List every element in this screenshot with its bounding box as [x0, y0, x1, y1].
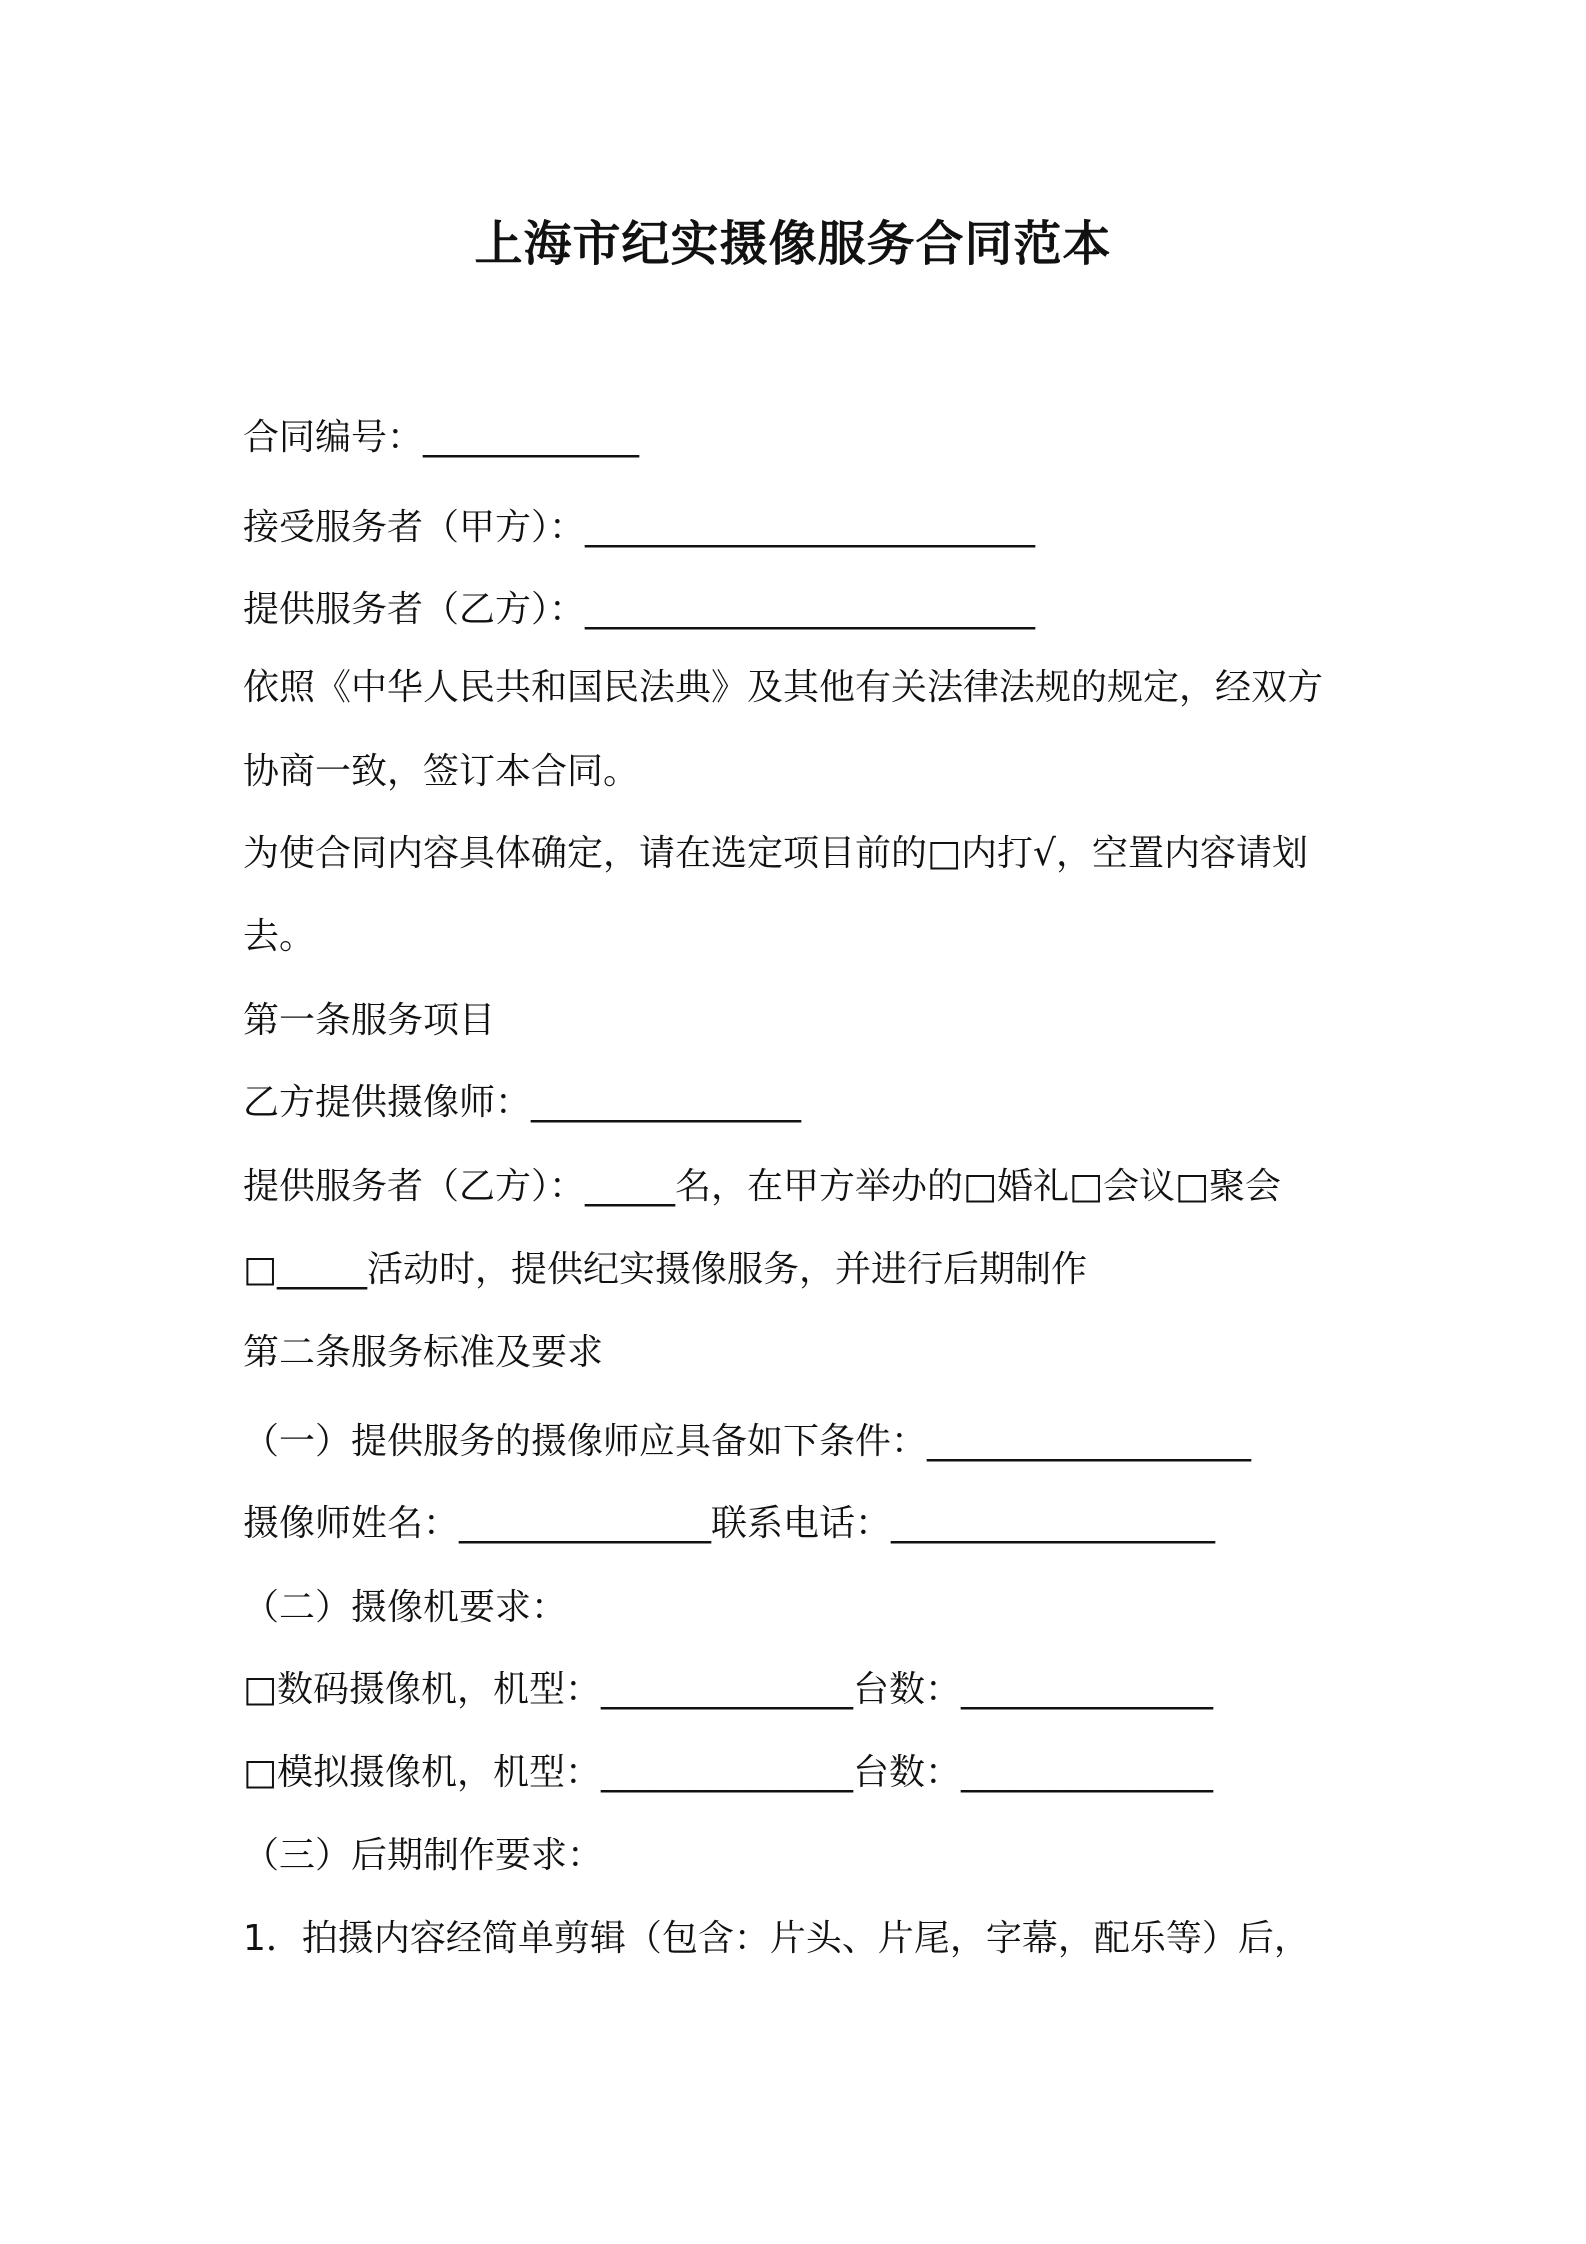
preamble-line-1: 依照《中华人民共和国民法典》及其他有关法律法规的规定，经双方	[243, 667, 1324, 708]
instruction-line-2: 去。	[243, 916, 316, 957]
instruction-line-1: 为使合同内容具体确定，请在选定项目前的□内打√，空置内容请划	[243, 833, 1308, 874]
service-line-1: 提供服务者（乙方）：_____名，在甲方举办的□婚礼□会议□聚会	[243, 1166, 1282, 1207]
article-2-heading: 第二条服务标准及要求	[243, 1332, 604, 1373]
condition-line: （一）提供服务的摄像师应具备如下条件：__________________	[243, 1421, 1252, 1462]
party-b-line: 提供服务者（乙方）：_________________________	[243, 589, 1036, 630]
contract-number-line: 合同编号：____________	[243, 417, 640, 458]
post-production-item-1: 1．拍摄内容经简单剪辑（包含：片头、片尾，字幕，配乐等）后，	[243, 1918, 1310, 1959]
digital-camera-line: □数码摄像机，机型：______________台数：______________	[243, 1669, 1214, 1710]
analog-camera-line: □模拟摄像机，机型：______________台数：______________	[243, 1752, 1214, 1793]
document-title: 上海市纪实摄像服务合同范本	[474, 216, 1112, 272]
camera-requirements-heading: （二）摄像机要求：	[243, 1587, 568, 1628]
party-a-line: 接受服务者（甲方）：_________________________	[243, 507, 1036, 548]
photographer-line: 乙方提供摄像师：_______________	[243, 1082, 802, 1123]
service-line-2: □_____活动时，提供纪实摄像服务，并进行后期制作	[243, 1249, 1088, 1290]
preamble-line-2: 协商一致，签订本合同。	[243, 751, 640, 792]
article-1-heading: 第一条服务项目	[243, 1000, 496, 1041]
post-production-heading: （三）后期制作要求：	[243, 1835, 604, 1876]
photographer-contact-line: 摄像师姓名：______________联系电话：__________________	[243, 1503, 1216, 1544]
